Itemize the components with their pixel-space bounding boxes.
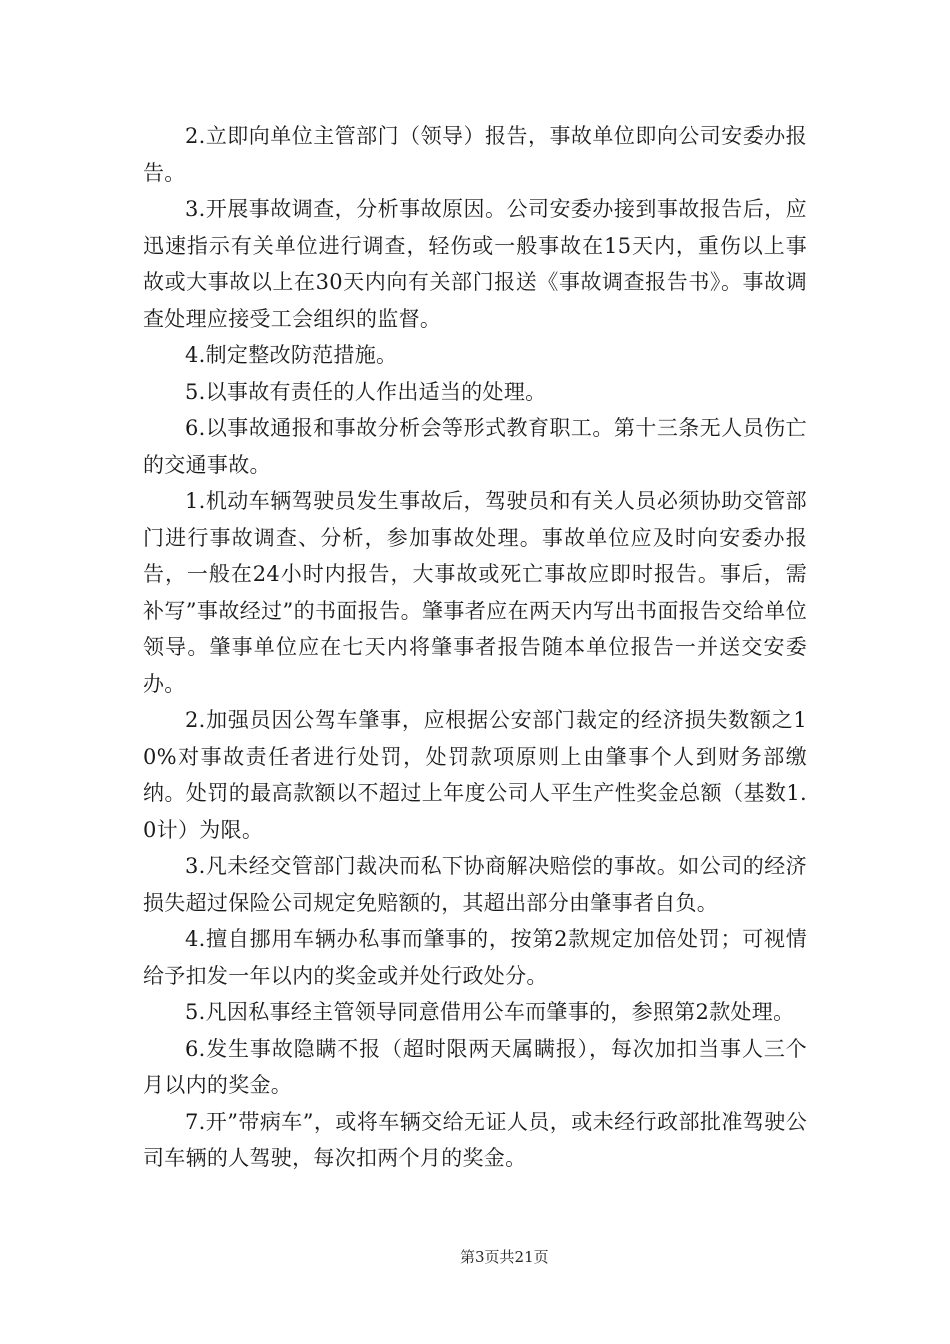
paragraph: 7.开”带病车”，或将车辆交给无证人员，或未经行政部批准驾驶公司车辆的人驾驶，每次扣两个月的奖金。	[143, 1109, 807, 1170]
paragraph: 5.以事故有责任的人作出适当的处理。	[185, 379, 547, 404]
paragraph: 1.机动车辆驾驶员发生事故后，驾驶员和有关人员必须协助交管部门进行事故调查、分析，参加事故处理。事故单位应及时向安委办报告，一般在24小时内报告，大事故或死亡事故应即时报告。事后，需补写”事故经过”的书面报告。肇事者应在两天内写出书面报告交给单位领导。肇事单位应在七天内将肇事者报告随本单位报告一并送交安委办。	[143, 489, 807, 696]
paragraph: 2.加强员因公驾车肇事，应根据公安部门裁定的经济损失数额之10%对事故责任者进行处罚，处罚款项原则上由肇事个人到财务部缴纳。处罚的最高款额以不超过上年度公司人平生产性奖金总额（基数1.0计）为限。	[143, 708, 807, 842]
paragraph: 5.凡因私事经主管领导同意借用公车而肇事的，参照第2款处理。	[185, 1000, 795, 1024]
page-number: 第3页共21页	[460, 1248, 549, 1266]
paragraph: 6.发生事故隐瞒不报（超时限两天属瞒报），每次加扣当事人三个月以内的奖金。	[143, 1036, 807, 1097]
paragraph: 2.立即向单位主管部门（领导）报告，事故单位即向公司安委办报告。	[143, 124, 807, 185]
page-footer	[0, 1246, 950, 1267]
paragraph: 3.凡未经交管部门裁决而私下协商解决赔偿的事故。如公司的经济损失超过保险公司规定免赔额的，其超出部分由肇事者自负。	[143, 854, 807, 915]
paragraph: 3.开展事故调查，分析事故原因。公司安委办接到事故报告后，应迅速指示有关单位进行调查，轻伤或一般事故在15天内，重伤以上事故或大事故以上在30天内向有关部门报送《事故调查报告书》。事故调查处理应接受工会组织的监督。	[143, 197, 807, 331]
paragraph: 6.以事故通报和事故分析会等形式教育职工。第十三条无人员伤亡的交通事故。	[143, 416, 807, 477]
paragraph: 4.擅自挪用车辆办私事而肇事的，按第2款规定加倍处罚；可视情给予扣发一年以内的奖金或并处行政处分。	[143, 927, 807, 988]
document-body	[143, 118, 807, 1177]
paragraph: 4.制定整改防范措施。	[185, 343, 398, 367]
